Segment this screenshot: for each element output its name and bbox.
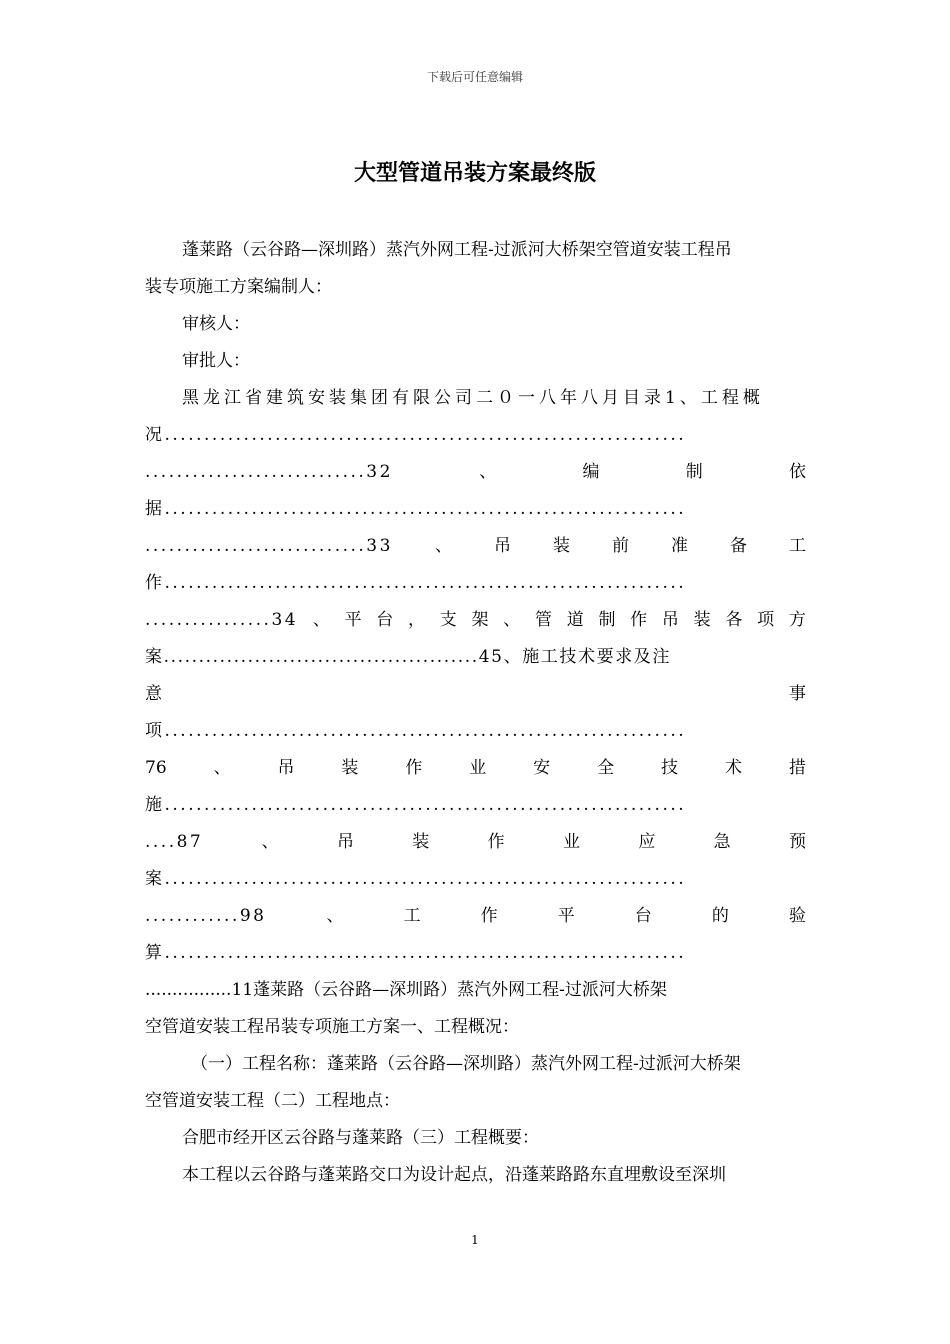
paragraph-line: 合肥市经开区云谷路与蓬莱路（三）工程概要：: [182, 1128, 539, 1148]
toc-text: 的: [711, 906, 729, 926]
toc-text: 装: [341, 758, 359, 778]
toc-text: 事: [789, 684, 806, 704]
paragraph-line: ................11蓬莱路（云谷路—深圳路）蒸汽外网工程-过派河大桥架: [145, 980, 667, 1000]
toc-text: ....87: [145, 832, 204, 852]
toc-text: 、: [261, 832, 279, 852]
toc-text: 、: [434, 536, 452, 556]
toc-text: 、: [479, 462, 497, 482]
toc-text: 作: [480, 906, 498, 926]
toc-text: 应: [638, 832, 656, 852]
toc-text: ................34: [145, 610, 299, 630]
toc-text: 管: [534, 610, 552, 630]
toc-text: 作: [630, 610, 648, 630]
toc-text: 吊: [493, 536, 511, 556]
page-number: 1: [471, 1233, 479, 1247]
paragraph-line: （一）工程名称：蓬莱路（云谷路—深圳路）蒸汽外网工程-过派河大桥架: [191, 1054, 741, 1074]
toc-text: 、: [326, 906, 344, 926]
toc-leader-line: 作..................................................................: [145, 573, 687, 593]
toc-text: 台: [634, 906, 652, 926]
toc-text: 前: [611, 536, 629, 556]
toc-text: 急: [713, 832, 731, 852]
toc-text: 编: [582, 462, 600, 482]
toc-leader-line: 施..................................................................: [145, 795, 687, 815]
toc-line: 案.............................................45、施工技术要求及注: [145, 647, 672, 667]
toc-text: 吊: [661, 610, 679, 630]
toc-text: 各: [725, 610, 743, 630]
toc-text: 制: [685, 462, 703, 482]
toc-text: 工: [788, 536, 806, 556]
document-title: 大型管道吊装方案最终版: [353, 161, 596, 186]
toc-text: 吊: [336, 832, 354, 852]
toc-line: [145, 602, 806, 639]
toc-text: 准: [670, 536, 688, 556]
toc-text: 备: [729, 536, 747, 556]
toc-text: 意: [145, 684, 162, 704]
toc-text: 工: [403, 906, 421, 926]
toc-text: 业: [562, 832, 580, 852]
toc-text: ............................33: [145, 536, 393, 556]
toc-text: 76: [145, 758, 167, 778]
toc-text: 平: [557, 906, 575, 926]
toc-text: ，: [408, 610, 426, 630]
toc-text: 、: [503, 610, 521, 630]
toc-leader-line: 案..................................................................: [145, 869, 687, 889]
page-header: 下载后可任意编辑: [426, 70, 523, 84]
toc-text: 作: [405, 758, 423, 778]
paragraph-line: 装专项施工方案编制人：: [145, 277, 332, 297]
toc-line: [145, 528, 806, 565]
toc-text: 作: [487, 832, 505, 852]
toc-text: 术: [724, 758, 742, 778]
toc-text: 吊: [277, 758, 295, 778]
toc-leader-line: 况..................................................................: [145, 425, 687, 445]
toc-leader-line: 据..................................................................: [145, 499, 687, 519]
toc-line: [145, 454, 806, 491]
toc-text: 黑龙江省建筑安装集团有限公司二０一八年八月目录1、工程概: [182, 388, 764, 408]
paragraph-line: 空管道安装工程（二）工程地点：: [145, 1091, 400, 1111]
paragraph-line: 审批人：: [182, 351, 250, 371]
toc-text: 台: [376, 610, 394, 630]
document-body: [145, 232, 806, 1194]
toc-text: 预: [789, 832, 806, 852]
toc-text: 装: [552, 536, 570, 556]
toc-text: 制: [598, 610, 616, 630]
toc-text: 装: [693, 610, 711, 630]
toc-text: 安: [533, 758, 551, 778]
toc-line: [145, 380, 806, 417]
toc-text: 全: [597, 758, 615, 778]
toc-text: ............98: [145, 906, 267, 926]
toc-text: ............................32: [145, 462, 393, 482]
paragraph-line: 蓬莱路（云谷路—深圳路）蒸汽外网工程-过派河大桥架空管道安装工程吊: [182, 240, 732, 260]
toc-text: 措: [788, 758, 806, 778]
toc-line: [145, 898, 806, 935]
toc-text: 业: [469, 758, 487, 778]
toc-text: 架: [471, 610, 489, 630]
toc-text: 装: [412, 832, 430, 852]
toc-line: [145, 824, 806, 861]
toc-leader-line: 算..................................................................: [145, 943, 687, 963]
toc-line: [145, 676, 806, 713]
toc-text: 、: [213, 758, 231, 778]
toc-text: 、: [312, 610, 330, 630]
toc-line: [145, 750, 806, 787]
toc-text: 道: [566, 610, 584, 630]
toc-text: 支: [439, 610, 457, 630]
toc-text: 平: [344, 610, 362, 630]
paragraph-line: 审核人：: [182, 314, 250, 334]
toc-text: 技: [661, 758, 679, 778]
paragraph-line: 本工程以云谷路与蓬莱路交口为设计起点，沿蓬莱路路东直埋敷设至深圳: [182, 1165, 726, 1185]
toc-leader-line: 项..................................................................: [145, 721, 687, 741]
toc-text: 验: [788, 906, 806, 926]
toc-text: 依: [788, 462, 806, 482]
toc-text: 方: [788, 610, 806, 630]
paragraph-line: 空管道安装工程吊装专项施工方案一、工程概况：: [145, 1017, 519, 1037]
toc-text: 项: [757, 610, 775, 630]
